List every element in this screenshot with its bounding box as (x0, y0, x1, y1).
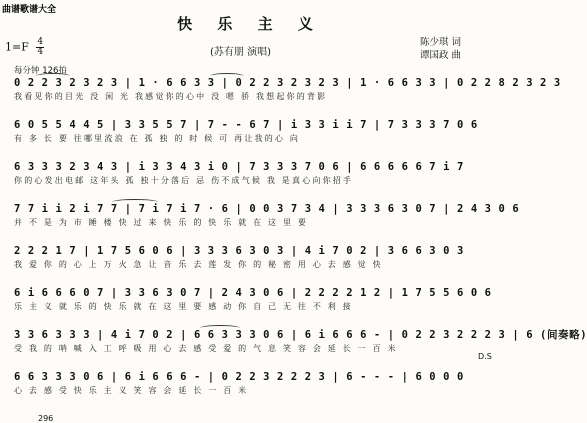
score-row-1 (14, 76, 561, 102)
credits-block (420, 36, 461, 62)
time-bottom: 4 (37, 47, 44, 57)
notes-line: 3 3 6 3 3 3 | 4 i 7 0 2 | 6 6 3 3 3 0 6 | 6 i 6 6 6 - | 0 2 2 3 2 2 2 3 | 6 (间奏略) (14, 329, 587, 341)
lyrics-line: 乐 主 义 就 乐 的 快 乐 就 在 这 里 要 感 动 你 自 己 无 往 不 利 接 (14, 302, 353, 311)
score-row-5 (14, 244, 490, 270)
lyrics-line: 我看见你的目光 没 闲 光 我感觉你的心中 没 嗯 骄 我想起你的背影 (14, 92, 328, 101)
ds-mark: D.S (478, 352, 492, 361)
lyrics-line: 受 我 的 呐 喊 入 工 呼 吸 用 心 去 感 受 爱 的 气 息 笑 容 会 延 长 一 百 米 (14, 344, 398, 353)
time-signature (36, 38, 44, 57)
page-number: 296 (38, 414, 54, 423)
score-row-2 (14, 118, 490, 144)
time-top: 4 (37, 37, 44, 47)
score-row-3 (14, 160, 490, 186)
slur-mark (112, 199, 158, 205)
site-corner-label: 曲谱歌谱大全 (2, 5, 57, 15)
notes-line: 2 2 2 1 7 | 1 7 5 6 0 6 | 3 3 3 6 3 0 3 | 4 i 7 0 2 | 3 6 6 3 0 3 (14, 245, 464, 257)
notes-line: 6 i 6 6 6 0 7 | 3 3 6 3 0 7 | 2 4 3 0 6 | 2 2 2 2 1 2 | 1 7 5 5 6 0 6 (14, 287, 492, 299)
lyrics-line: 并 不 是 为 市 睡 楼 快 过 来 快 乐 的 快 乐 就 在 这 里 要 (14, 218, 309, 227)
lyrics-line: 心 去 感 受 快 乐 主 义 笑 容 会 延 长 一 百 米 (14, 386, 249, 395)
score-row-4 (14, 202, 520, 228)
score-row-7 (14, 328, 587, 354)
score-row-6 (14, 286, 490, 312)
lyrics-line: 你的心发出电邮 这年头 孤 独十分落后 忌 伤不成气候 我 是真心向你招手 (14, 176, 354, 185)
lyrics-line: 有 多 长 要 往哪里流浪 在 孤 独 的 时 候 可 再让我的心 向 (14, 134, 301, 143)
key-signature (5, 38, 44, 57)
song-title: 快 乐 主 义 (177, 15, 323, 33)
lyricist-credit: 陈少琪 词 (420, 37, 462, 48)
notes-line: 6 6 3 3 3 0 6 | 6 i 6 6 6 - | 0 2 2 3 2 2 2 3 | 6 - - - | 6 0 0 0 (14, 371, 464, 383)
notes-line: 6 3 3 3 2 3 4 3 | i 3 3 4 3 i 0 | 7 3 3 3 7 0 6 | 6 6 6 6 6 7 i 7 (14, 161, 464, 173)
notes-line: 0 2 2 3 2 3 2 3 | 1 · 6 6 3 3 | 0 2 2 3 2 3 2 3 | 1 · 6 6 3 3 | 0 2 2 8 2 3 2 3 (14, 77, 561, 89)
key-value: 1=F (5, 40, 29, 54)
tempo-marking: 每分钟 126拍 (14, 66, 67, 76)
notes-line: 7 7 i i 2 i 7 7 | 7 i 7 i 7 · 6 | 0 0 3 7 3 4 | 3 3 3 6 3 0 7 | 2 4 3 0 6 (14, 203, 520, 215)
lyrics-line: 我 爱 你 的 心 上 万 火 急 让 音 乐 去 莲 发 你 的 秘 密 用 心 去 感 觉 快 (14, 260, 383, 269)
singer-credit: (苏有朋 演唱) (210, 47, 271, 58)
score-row-8 (14, 370, 490, 396)
slur-mark (36, 73, 70, 79)
notes-line: 6 0 5 5 4 4 5 | 3 3 5 5 7 | 7 - - 6 7 | i 3 3 i i 7 | 7 3 3 3 7 0 6 (14, 119, 478, 131)
composer-credit: 谭国政 曲 (420, 50, 462, 61)
slur-mark (200, 325, 240, 331)
slur-mark (210, 73, 244, 79)
